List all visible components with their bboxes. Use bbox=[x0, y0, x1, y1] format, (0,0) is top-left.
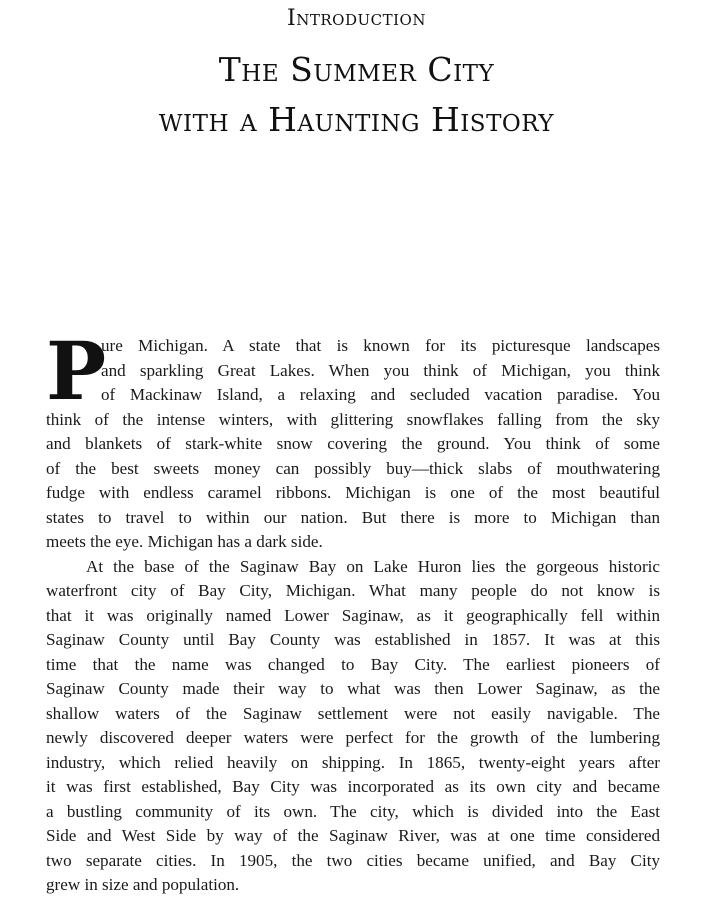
text-line: a bustling community of its own. The city, which is divided into the East bbox=[46, 801, 660, 821]
text-line: states to travel to within our nation. But there is more to Michigan than bbox=[46, 507, 660, 527]
text-line: and sparkling Great Lakes. When you think of Michigan, you think bbox=[101, 360, 660, 380]
text-line: grew in size and population. bbox=[46, 875, 240, 894]
text-line: of the best sweets money can possibly buy—thick slabs of mouthwatering bbox=[46, 458, 660, 478]
text-line: and blankets of stark-white snow covering the ground. You think of some bbox=[46, 434, 660, 453]
text-line: waterfront city of Bay City, Michigan. What many people do not know is bbox=[46, 581, 660, 600]
text-line: time that the name was changed to Bay City. The earliest pioneers of bbox=[46, 654, 660, 674]
chapter-title-line-1: The Summer City bbox=[218, 50, 495, 89]
text-line: Saginaw County until Bay County was established in 1857. It was at this bbox=[46, 630, 660, 649]
text-line: newly discovered deeper waters were perfect for the growth of the lumbering bbox=[46, 728, 660, 747]
chapter-label: Introduction bbox=[287, 6, 426, 31]
text-line: two separate cities. In 1905, the two cities became unified, and Bay City bbox=[46, 850, 660, 870]
text-line: think of the intense winters, with glittering snowflakes falling from the sky bbox=[46, 409, 660, 429]
text-line: meets the eye. Michigan has a dark side. bbox=[46, 532, 323, 551]
chapter-title-line-2: with a Haunting History bbox=[158, 100, 555, 139]
text-line: that it was originally named Lower Saginaw, as it geographically fell within bbox=[46, 605, 660, 625]
text-line: it was first established, Bay City was incorporated as its own city and became bbox=[46, 777, 660, 796]
text-line: industry, which relied heavily on shipping. In 1865, twenty-eight years after bbox=[46, 752, 660, 772]
text-line: Saginaw County made their way to what was then Lower Saginaw, as the bbox=[46, 679, 660, 698]
body-text bbox=[46, 324, 660, 898]
text-line: shallow waters of the Saginaw settlement were not easily navigable. The bbox=[46, 703, 660, 723]
text-line: ure Michigan. A state that is known for its picturesque landscapes bbox=[101, 336, 660, 355]
drop-cap: P bbox=[46, 324, 107, 418]
paragraph-1 bbox=[46, 324, 660, 555]
text-line: fudge with endless caramel ribbons. Michigan is one of the most beautiful bbox=[46, 483, 660, 502]
text-line: Side and West Side by way of the Saginaw River, was at one time considered bbox=[46, 826, 660, 845]
text-line: At the base of the Saginaw Bay on Lake Huron lies the gorgeous historic bbox=[86, 556, 660, 576]
paragraph-2 bbox=[46, 555, 660, 898]
text-line: of Mackinaw Island, a relaxing and secluded vacation paradise. You bbox=[101, 385, 660, 404]
